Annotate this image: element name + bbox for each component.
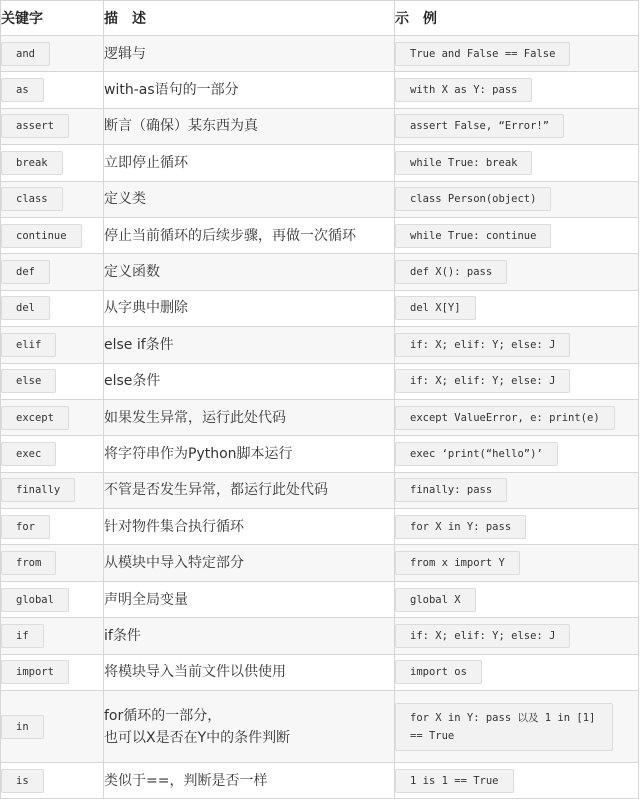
description-cell [104, 691, 395, 763]
example-code: global X [395, 588, 476, 612]
example-code: True and False == False [395, 42, 570, 66]
keyword-code: elif [1, 333, 56, 357]
example-code: import os [395, 660, 482, 684]
description-cell: 定义类 [104, 181, 395, 217]
table-row [1, 509, 639, 545]
keyword-code: continue [1, 224, 82, 248]
table-row [1, 399, 639, 435]
description-cell: 如果发生异常，运行此处代码 [104, 399, 395, 435]
keyword-code: exec [1, 442, 56, 466]
example-code: for X in Y: pass 以及 1 in [1] == True [395, 703, 613, 751]
example-code: assert False, “Error!” [395, 114, 564, 138]
table-row [1, 72, 639, 108]
example-code: while True: continue [395, 224, 551, 248]
example-code: from x import Y [395, 551, 520, 575]
table-row [1, 618, 639, 654]
example-code: with X as Y: pass [395, 78, 532, 102]
example-code: finally: pass [395, 478, 507, 502]
table-row [1, 36, 639, 72]
example-code: for X in Y: pass [395, 515, 526, 539]
example-code: def X(): pass [395, 260, 507, 284]
example-code: class Person(object) [395, 187, 551, 211]
example-code: if: X; elif: Y; else: J [395, 624, 570, 648]
keyword-code: if [1, 624, 44, 648]
description-cell: with-as语句的一部分 [104, 72, 395, 108]
table-row [1, 436, 639, 472]
keyword-code: in [1, 715, 44, 739]
table-row [1, 363, 639, 399]
keyword-code: else [1, 369, 56, 393]
keyword-code: import [1, 660, 69, 684]
header-example: 示例 [395, 1, 639, 36]
table-row [1, 654, 639, 690]
keyword-code: break [1, 151, 63, 175]
table-row [1, 290, 639, 326]
description-cell: 定义函数 [104, 254, 395, 290]
description-cell: 声明全局变量 [104, 581, 395, 617]
description-cell: 类似于==，判断是否一样 [104, 763, 395, 799]
description-cell: 逻辑与 [104, 36, 395, 72]
description-line: 也可以X是否在Y中的条件判断 [104, 729, 291, 746]
keyword-code: from [1, 551, 56, 575]
description-cell: else if条件 [104, 327, 395, 363]
table-row [1, 217, 639, 253]
example-code: if: X; elif: Y; else: J [395, 333, 570, 357]
table-row [1, 254, 639, 290]
table-row [1, 181, 639, 217]
description-cell: 将模块导入当前文件以供使用 [104, 654, 395, 690]
table-row [1, 763, 639, 799]
keyword-code: for [1, 515, 50, 539]
table-row [1, 691, 639, 763]
keyword-code: global [1, 588, 69, 612]
example-code: if: X; elif: Y; else: J [395, 369, 570, 393]
example-code: del X[Y] [395, 296, 476, 320]
description-cell: 停止当前循环的后续步骤，再做一次循环 [104, 217, 395, 253]
table-row [1, 581, 639, 617]
table-row [1, 108, 639, 144]
keyword-code: is [1, 769, 44, 793]
description-cell: 从模块中导入特定部分 [104, 545, 395, 581]
description-cell: else条件 [104, 363, 395, 399]
description-cell: 针对物件集合执行循环 [104, 509, 395, 545]
keyword-code: except [1, 406, 69, 430]
example-code: except ValueError, e: print(e) [395, 406, 615, 430]
description-cell: 立即停止循环 [104, 145, 395, 181]
description-cell: 将字符串作为Python脚本运行 [104, 436, 395, 472]
header-row [1, 1, 639, 36]
table-row [1, 472, 639, 508]
description-cell: 不管是否发生异常，都运行此处代码 [104, 472, 395, 508]
description-line: for循环的一部分， [104, 707, 222, 724]
description-cell: 从字典中删除 [104, 290, 395, 326]
description-cell: 断言（确保）某东西为真 [104, 108, 395, 144]
keyword-code: as [1, 78, 44, 102]
table-row [1, 545, 639, 581]
description-cell: if条件 [104, 618, 395, 654]
example-code: exec ‘print(“hello”)’ [395, 442, 558, 466]
keyword-code: def [1, 260, 50, 284]
example-code: while True: break [395, 151, 532, 175]
keyword-code: assert [1, 114, 69, 138]
header-description: 描述 [104, 1, 395, 36]
table-row [1, 327, 639, 363]
keyword-code: finally [1, 478, 75, 502]
keyword-code: del [1, 296, 50, 320]
table-row [1, 145, 639, 181]
header-keyword: 关键字 [1, 1, 104, 36]
example-code: 1 is 1 == True [395, 769, 514, 793]
keyword-code: and [1, 42, 50, 66]
keyword-code: class [1, 187, 63, 211]
